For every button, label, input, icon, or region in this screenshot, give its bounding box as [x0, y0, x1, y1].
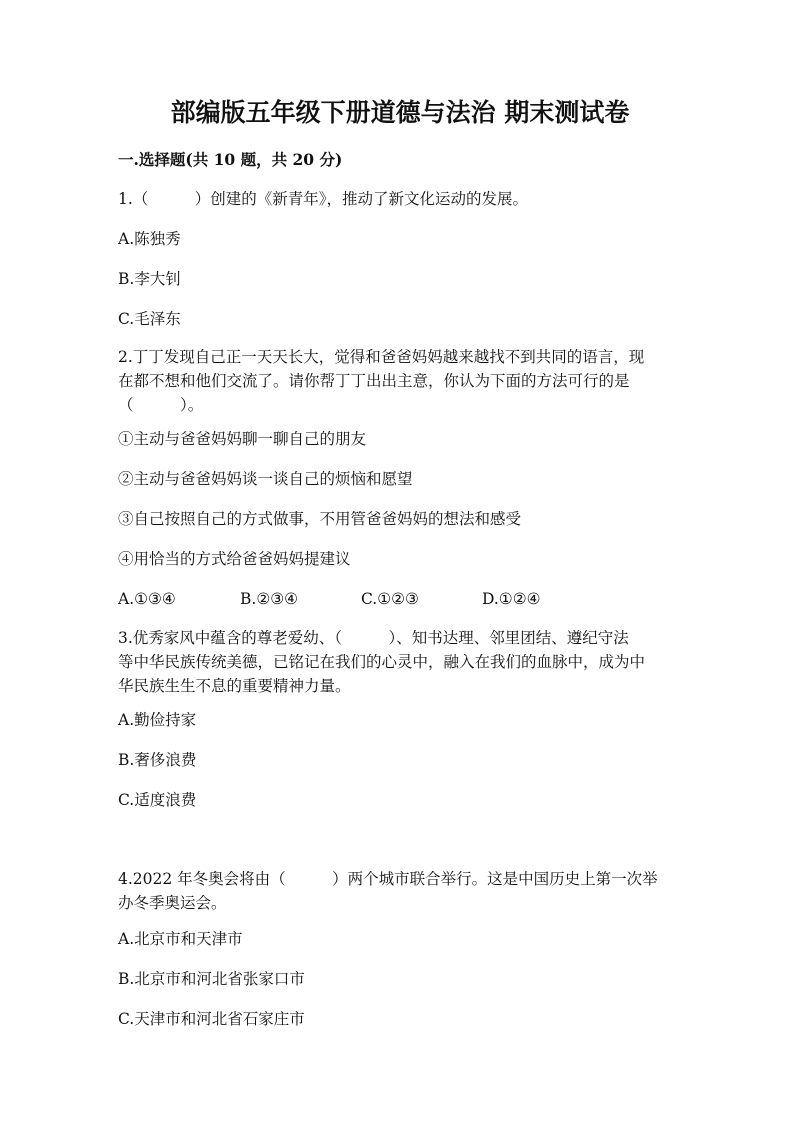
question-3-option-a: A.勤俭持家 [118, 711, 197, 729]
question-2-statement-1: ①主动与爸爸妈妈聊一聊自己的朋友 [118, 430, 367, 448]
question-4-text-line-2: 办冬季奥运会。 [118, 894, 227, 912]
question-4-option-b: B.北京市和河北省张家口市 [118, 970, 305, 988]
question-2-text-line-1: 2.丁丁发现自己正一天天长大，觉得和爸爸妈妈越来越找不到共同的语言，现 [118, 348, 645, 366]
question-2-option-a: A.①③④ [118, 590, 176, 608]
question-3-option-b: B.奢侈浪费 [118, 751, 197, 769]
question-3-text-line-1: 3.优秀家风中蕴含的尊老爱幼、（ ）、知书达理、邻里团结、遵纪守法 [118, 629, 629, 647]
question-1-option-c: C.毛泽东 [118, 310, 181, 328]
question-2-statement-2: ②主动与爸爸妈妈谈一谈自己的烦恼和愿望 [118, 470, 413, 488]
question-2-option-d: D.①②④ [482, 590, 541, 608]
question-2-option-c: C.①②③ [361, 590, 419, 608]
question-2-option-b: B.②③④ [240, 590, 299, 608]
question-4-option-c: C.天津市和河北省石家庄市 [118, 1010, 305, 1028]
question-3-text-line-3: 华民族生生不息的重要精神力量。 [118, 677, 351, 695]
question-1-text: 1.（ ）创建的《新青年》，推动了新文化运动的发展。 [118, 190, 529, 208]
question-3-option-c: C.适度浪费 [118, 791, 197, 809]
question-4-text-line-1: 4.2022 年冬奥会将由（ ）两个城市联合举行。这是中国历史上第一次举 [118, 870, 658, 888]
page-title: 部编版五年级下册道德与法治 期末测试卷 [170, 98, 630, 127]
question-1-option-b: B.李大钊 [118, 270, 181, 288]
question-2-text-line-2: 在都不想和他们交流了。请你帮丁丁出出主意，你认为下面的方法可行的是 [118, 372, 630, 390]
section-heading: 一.选择题(共 10 题，共 20 分) [118, 150, 343, 169]
question-3-text-line-2: 等中华民族传统美德，已铭记在我们的心灵中，融入在我们的血脉中，成为中 [118, 653, 646, 671]
question-2-text-line-3: （ ）。 [118, 396, 204, 414]
question-2-statement-3: ③自己按照自己的方式做事，不用管爸爸妈妈的想法和感受 [118, 510, 522, 528]
question-1-option-a: A.陈独秀 [118, 230, 181, 248]
question-4-option-a: A.北京市和天津市 [118, 930, 243, 948]
question-2-statement-4: ④用恰当的方式给爸爸妈妈提建议 [118, 550, 351, 568]
